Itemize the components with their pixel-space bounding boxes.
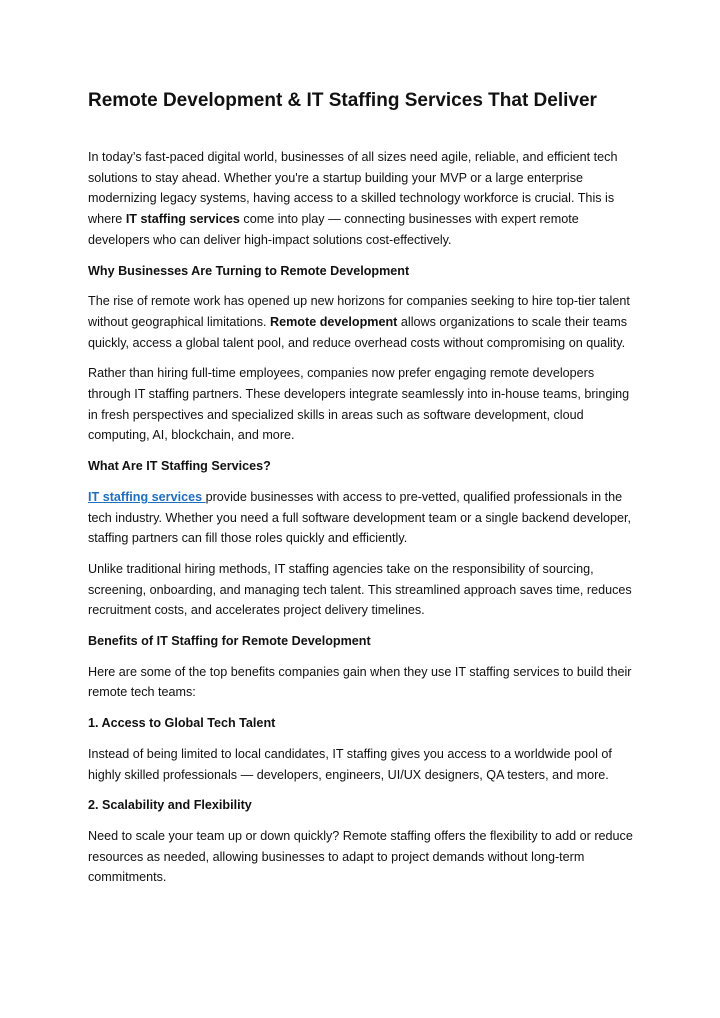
intro-bold-term: IT staffing services (125, 212, 240, 227)
what-are-paragraph-1 (88, 487, 633, 549)
benefit-heading-scalability: 2. Scalability and Flexibility (88, 798, 252, 813)
benefit-paragraph-global-talent: Instead of being limited to local candidates, IT staffing gives you access to a worldwide pool of highly skilled professionals — developers, engineers, UI/UX designers, QA testers, and more. (88, 746, 612, 782)
benefit-heading-global-talent: 1. Access to Global Tech Talent (88, 716, 276, 731)
what-are-text-b: provide businesses with access to pre-vetted, qualified professionals in the tech industry. Whether you need a full software development team or a single backend developer, staffing partners can fill those roles quickly and efficiently. (88, 489, 632, 546)
it-staffing-services-link[interactable]: IT staffing services (88, 489, 206, 504)
section-heading-benefits: Benefits of IT Staffing for Remote Development (88, 634, 371, 649)
page-title: Remote Development & IT Staffing Services That Deliver (88, 90, 597, 111)
section-heading-what-are-it-staffing: What Are IT Staffing Services? (88, 459, 271, 474)
document-body (88, 147, 633, 898)
why-remote-bold-term: Remote development (270, 314, 398, 329)
why-remote-paragraph-2: Rather than hiring full-time employees, companies now prefer engaging remote developers through IT staffing partners. These developers integrate seamlessly into in-house teams, bringing in fresh perspectives and specialized skills in areas such as software development, cloud computing, AI, blockchain, and more. (88, 366, 630, 443)
why-remote-paragraph-1 (88, 291, 633, 353)
why-remote-text-a: The rise of remote work has opened up new horizons for companies seeking to hire top-tier talent without geographical limitations. (88, 294, 630, 329)
intro-text-a: In today’s fast-paced digital world, businesses of all sizes need agile, reliable, and efficient tech solutions to stay ahead. Whether you're a startup building your MVP or a large enterprise modernizing legacy systems, having access to a skilled technology workforce is crucial. This is where (88, 150, 618, 227)
section-heading-why-remote: Why Businesses Are Turning to Remote Development (88, 263, 410, 278)
benefit-paragraph-scalability: Need to scale your team up or down quickly? Remote staffing offers the flexibility to add or reduce resources as needed, allowing businesses to adapt to project demands without long-term commitments. (88, 828, 633, 885)
what-are-paragraph-2: Unlike traditional hiring methods, IT staffing agencies take on the responsibility of sourcing, screening, onboarding, and managing tech talent. This streamlined approach saves time, reduces recruitment costs, and accelerates project delivery timelines. (88, 561, 632, 618)
intro-paragraph (88, 147, 633, 251)
benefits-intro-paragraph: Here are some of the top benefits companies gain when they use IT staffing services to build their remote tech teams: (88, 664, 632, 700)
intro-text-b: come into play — connecting businesses with expert remote developers who can deliver high-impact solutions cost-effectively. (88, 212, 579, 247)
why-remote-text-b: allows organizations to scale their teams quickly, access a global talent pool, and reduce overhead costs without compromising on quality. (88, 314, 627, 350)
